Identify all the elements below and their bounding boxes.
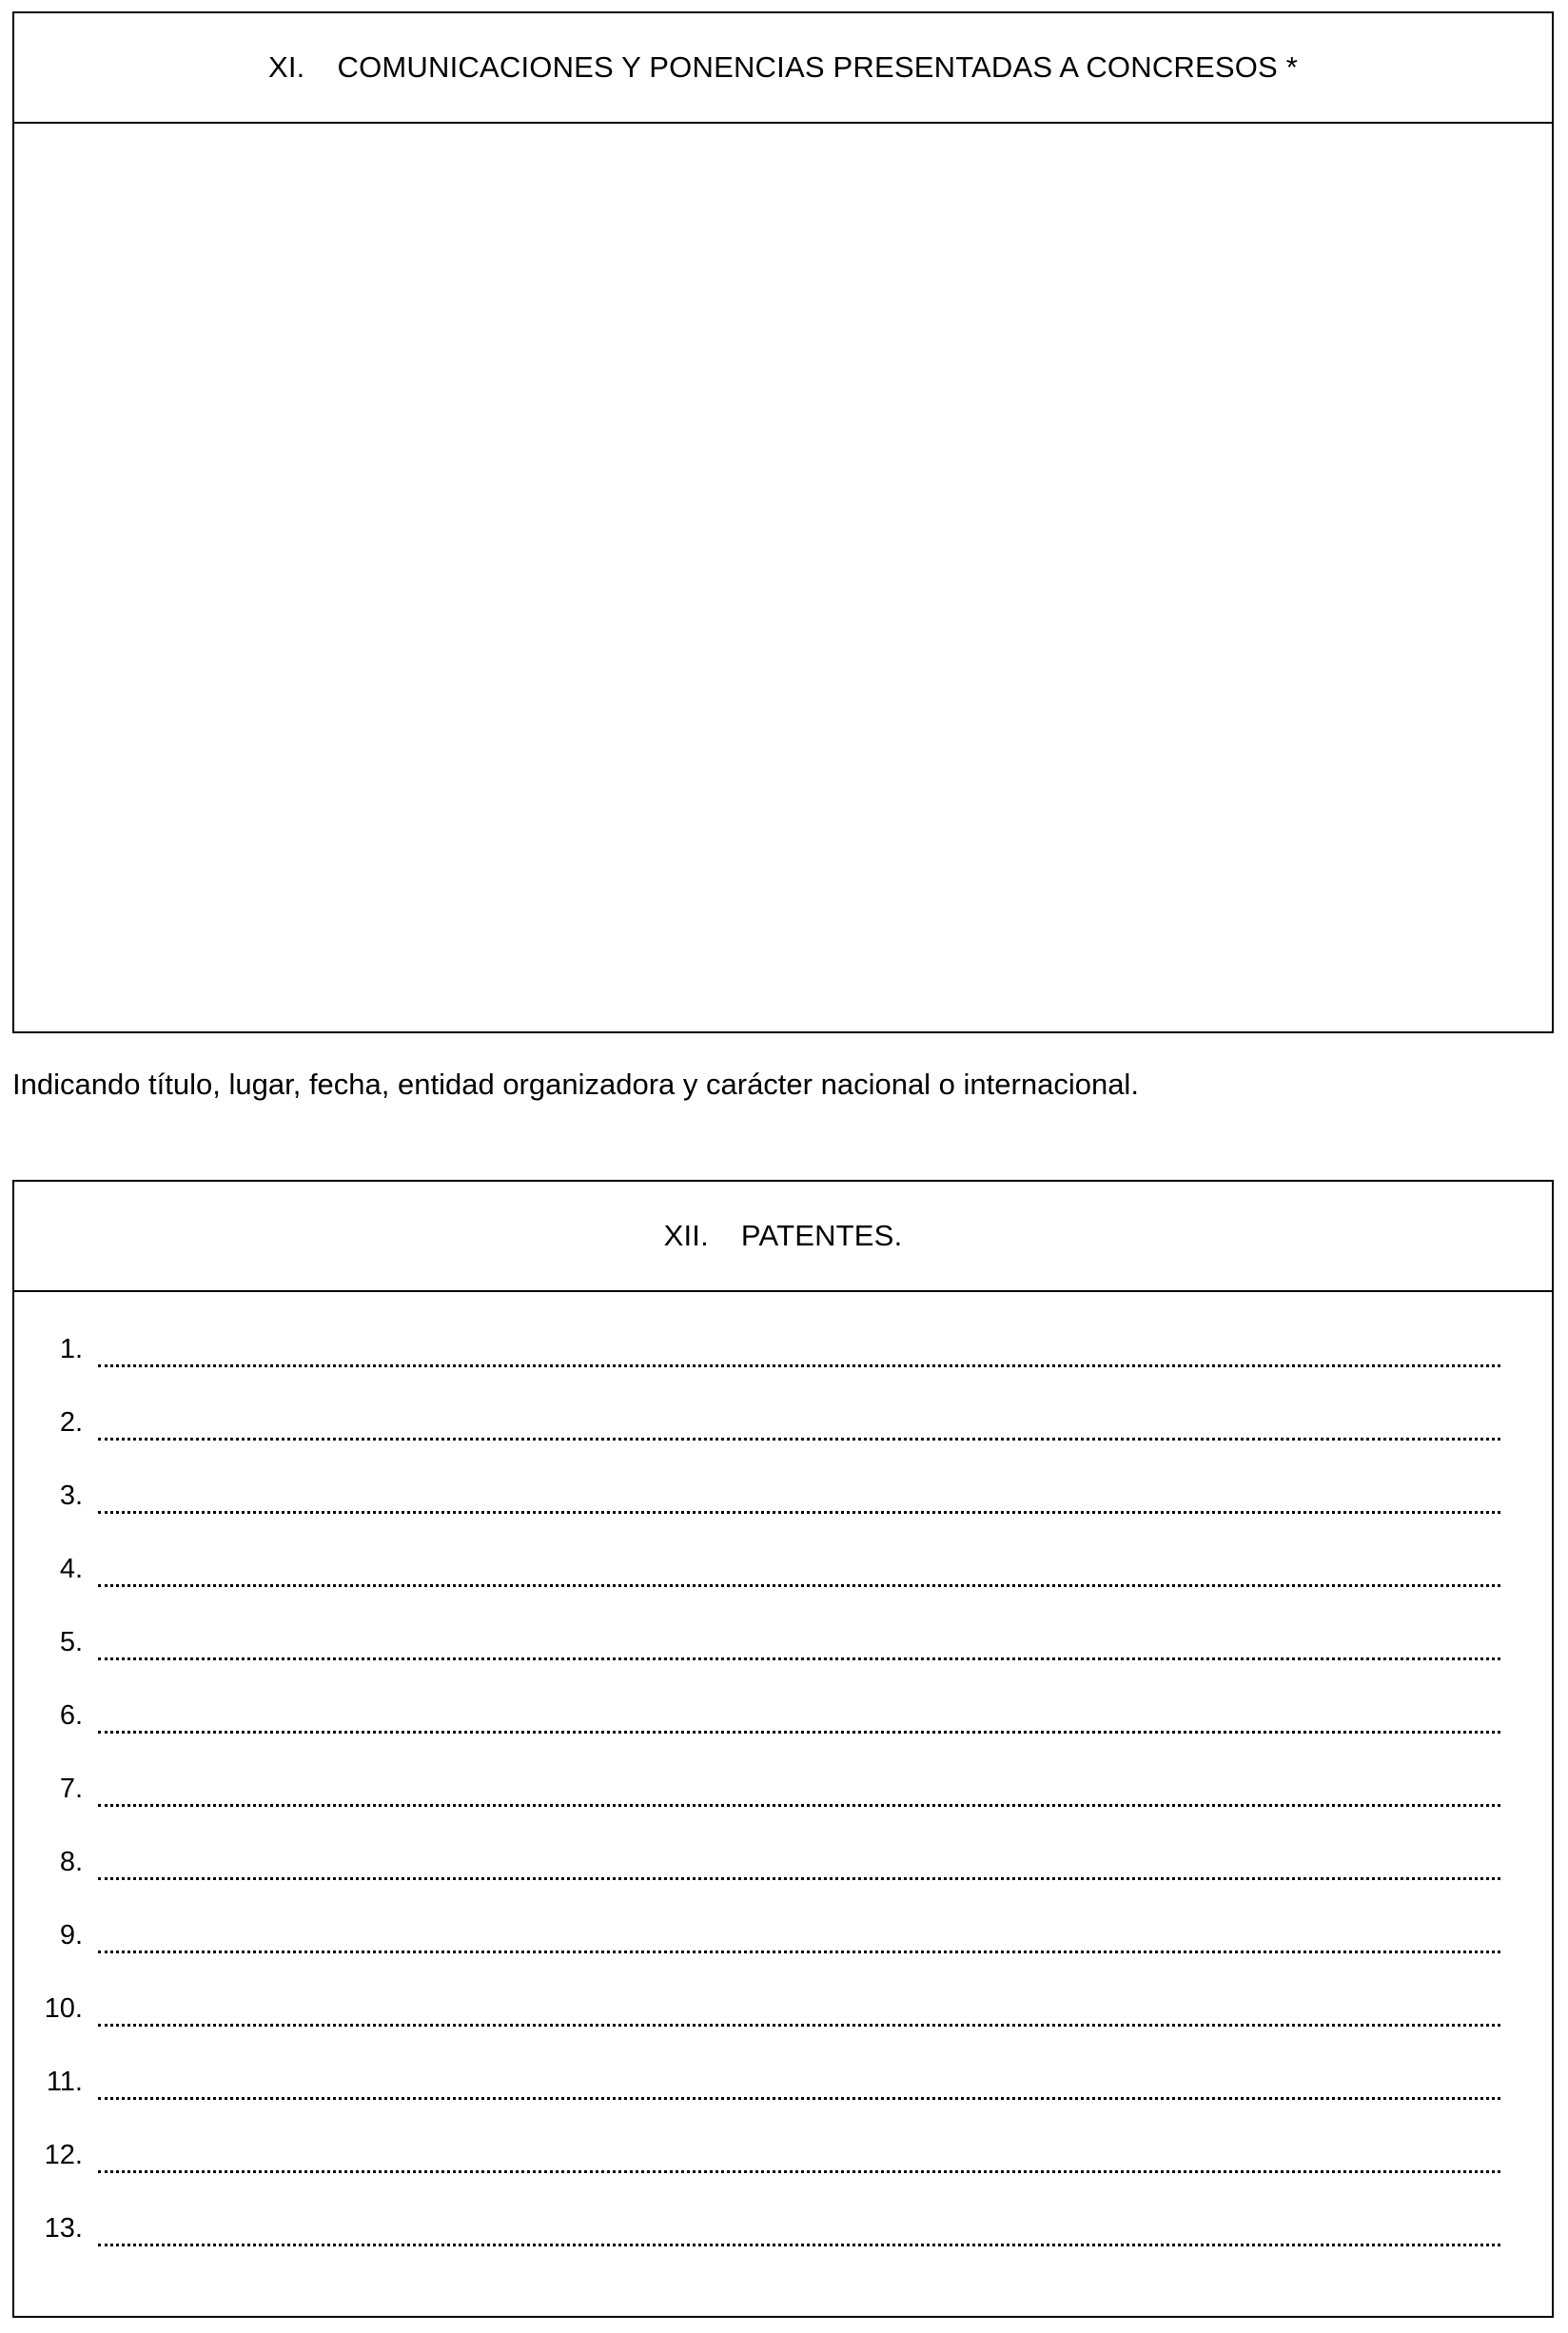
patent-line-number: 8. <box>59 1847 83 1877</box>
section-xii-number: XII. <box>663 1219 709 1252</box>
patent-line-number: 2. <box>59 1407 83 1438</box>
patent-dotted-fill-line[interactable] <box>98 1490 1500 1514</box>
patent-dotted-fill-line[interactable] <box>98 2149 1500 2173</box>
patent-line-item <box>14 1700 1552 1774</box>
patent-line-item <box>14 1407 1552 1480</box>
section-xi-header <box>14 13 1552 124</box>
section-xii-header <box>14 1182 1552 1292</box>
section-xi-footnote: Indicando título, lugar, fecha, entidad organizadora y carácter nacional o internacional. <box>12 1068 1139 1101</box>
patent-line-number: 1. <box>59 1334 83 1364</box>
patent-line-item <box>14 1480 1552 1554</box>
patent-line-number: 12. <box>44 2140 83 2170</box>
section-xii-box <box>12 1180 1554 2318</box>
section-xi-number: XI. <box>267 50 305 84</box>
patent-line-item <box>14 1993 1552 2067</box>
patent-line-number: 9. <box>59 1920 83 1951</box>
patent-line-number: 10. <box>44 1993 83 2024</box>
patent-line-number: 4. <box>59 1554 83 1584</box>
patent-line-number: 6. <box>59 1700 83 1731</box>
patent-line-item <box>14 1847 1552 1920</box>
patent-line-item <box>14 1627 1552 1700</box>
section-xi-title: COMUNICACIONES Y PONENCIAS PRESENTADAS A CONCRESOS * <box>337 50 1299 84</box>
section-xii-title: PATENTES. <box>740 1219 903 1252</box>
patent-line-item <box>14 1920 1552 1993</box>
patent-dotted-fill-line[interactable] <box>98 2076 1500 2100</box>
patent-line-item <box>14 2067 1552 2140</box>
patent-line-number: 11. <box>46 2067 83 2097</box>
patent-line-item <box>14 1554 1552 1627</box>
patent-dotted-fill-line[interactable] <box>98 1563 1500 1587</box>
section-xi-box <box>12 11 1554 1033</box>
patent-line-item <box>14 1774 1552 1847</box>
patent-dotted-fill-line[interactable] <box>98 1930 1500 1953</box>
patent-line-number: 13. <box>44 2213 83 2244</box>
patent-line-number: 3. <box>59 1480 83 1511</box>
patent-dotted-fill-line[interactable] <box>98 1343 1500 1367</box>
patent-list <box>14 1334 1552 2286</box>
patent-line-item <box>14 2140 1552 2213</box>
patent-line-number: 5. <box>59 1627 83 1657</box>
patent-dotted-fill-line[interactable] <box>98 2223 1500 2246</box>
section-xi-content-area[interactable] <box>14 124 1552 1029</box>
patent-line-item <box>14 1334 1552 1407</box>
patent-dotted-fill-line[interactable] <box>98 1783 1500 1807</box>
patent-dotted-fill-line[interactable] <box>98 1710 1500 1734</box>
patent-dotted-fill-line[interactable] <box>98 1417 1500 1441</box>
patent-dotted-fill-line[interactable] <box>98 2003 1500 2027</box>
patent-line-number: 7. <box>59 1774 83 1804</box>
patent-dotted-fill-line[interactable] <box>98 1856 1500 1880</box>
patent-dotted-fill-line[interactable] <box>98 1637 1500 1660</box>
patent-line-item <box>14 2213 1552 2286</box>
